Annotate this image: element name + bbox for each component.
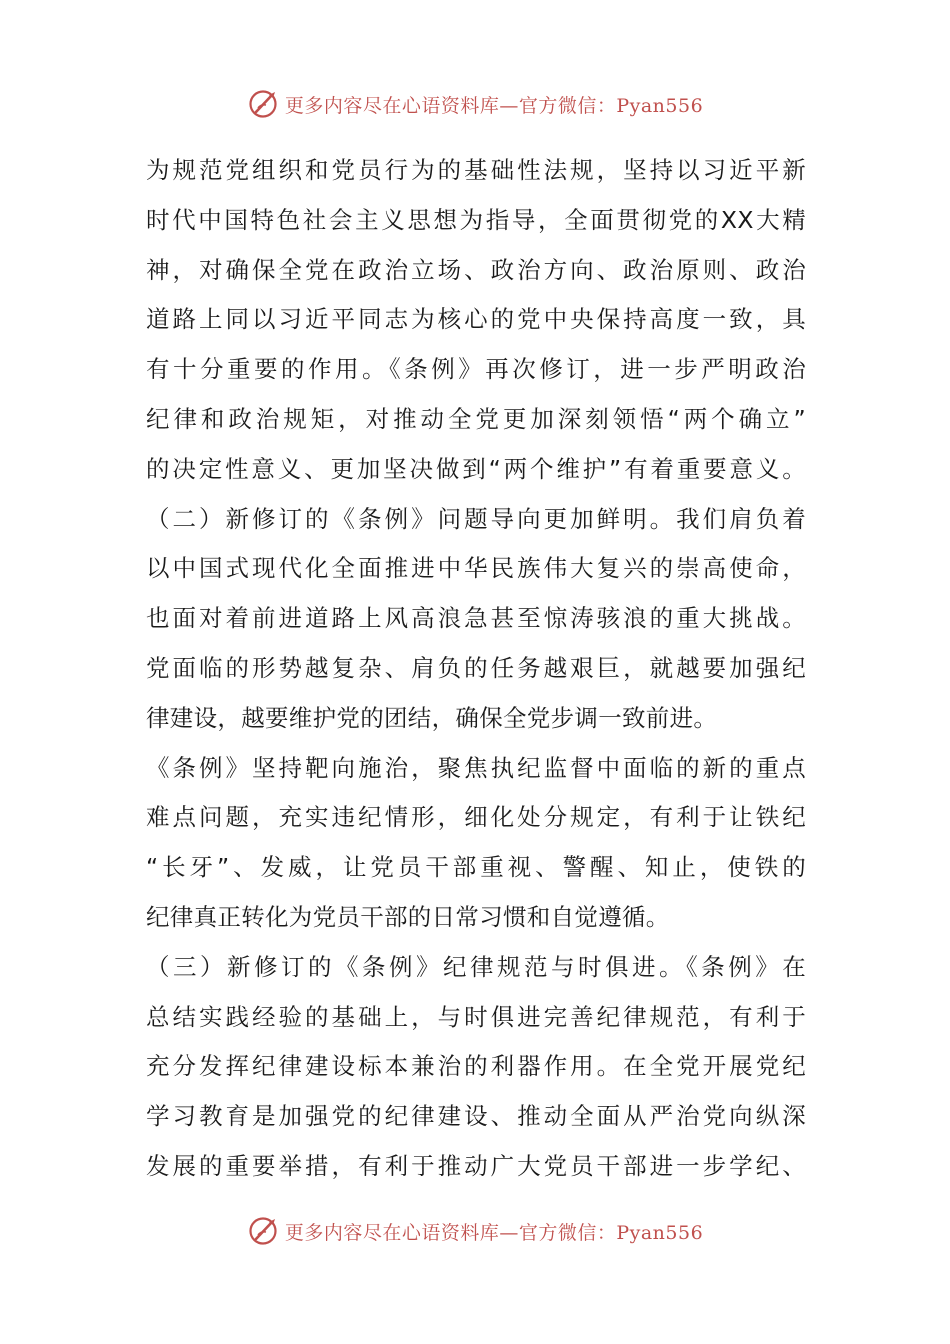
footer-banner [0, 1211, 950, 1251]
document-body [146, 146, 806, 1192]
text-line: 的决定性意义、更加坚决做到“两个维护”有着重要意义。 [146, 454, 806, 483]
text-line: 以中国式现代化全面推进中华民族伟大复兴的崇高使命， [146, 554, 806, 583]
text-line: “长牙”、发威，让党员干部重视、警醒、知止，使铁的 [146, 853, 806, 882]
text-line: 总结实践经验的基础上，与时俱进完善纪律规范，有利于 [146, 1002, 806, 1031]
pen-logo-icon [247, 87, 281, 121]
header-banner [0, 84, 950, 124]
text-line: 《条例》坚持靶向施治，聚焦执纪监督中面临的新的重点 [146, 753, 806, 782]
pen-logo-icon [247, 1214, 281, 1248]
text-line: （二）新修订的《条例》问题导向更加鲜明。我们肩负着 [146, 504, 806, 533]
text-line: 纪律和政治规矩，对推动全党更加深刻领悟“两个确立” [146, 404, 806, 433]
text-line: 律建设，越要维护党的团结，确保全党步调一致前进。 [146, 703, 718, 732]
text-line: 难点问题，充实违纪情形，细化处分规定，有利于让铁纪 [146, 803, 806, 832]
text-line: 发展的重要举措，有利于推动广大党员干部进一步学纪、 [146, 1151, 806, 1180]
text-line: 纪律真正转化为党员干部的日常习惯和自觉遵循。 [146, 902, 670, 931]
text-line: 道路上同以习近平同志为核心的党中央保持高度一致，具 [146, 305, 806, 334]
text-line: （三）新修订的《条例》纪律规范与时俱进。《条例》在 [146, 952, 806, 981]
text-line: 党面临的形势越复杂、肩负的任务越艰巨，就越要加强纪 [146, 653, 806, 682]
text-line: 神，对确保全党在政治立场、政治方向、政治原则、政治 [146, 255, 806, 284]
footer-banner-text: 更多内容尽在心语资料库—官方微信：Pyan556 [284, 1221, 704, 1244]
text-line: 时代中国特色社会主义思想为指导，全面贯彻党的XX大精 [146, 205, 806, 234]
text-line: 有十分重要的作用。《条例》再次修订，进一步严明政治 [146, 355, 806, 384]
text-line: 也面对着前进道路上风高浪急甚至惊涛骇浪的重大挑战。 [146, 604, 806, 633]
text-line: 充分发挥纪律建设标本兼治的利器作用。在全党开展党纪 [146, 1052, 806, 1081]
text-line: 为规范党组织和党员行为的基础性法规，坚持以习近平新 [146, 156, 806, 184]
text-line: 学习教育是加强党的纪律建设、推动全面从严治党向纵深 [146, 1102, 806, 1131]
header-banner-text: 更多内容尽在心语资料库—官方微信：Pyan556 [284, 94, 704, 117]
